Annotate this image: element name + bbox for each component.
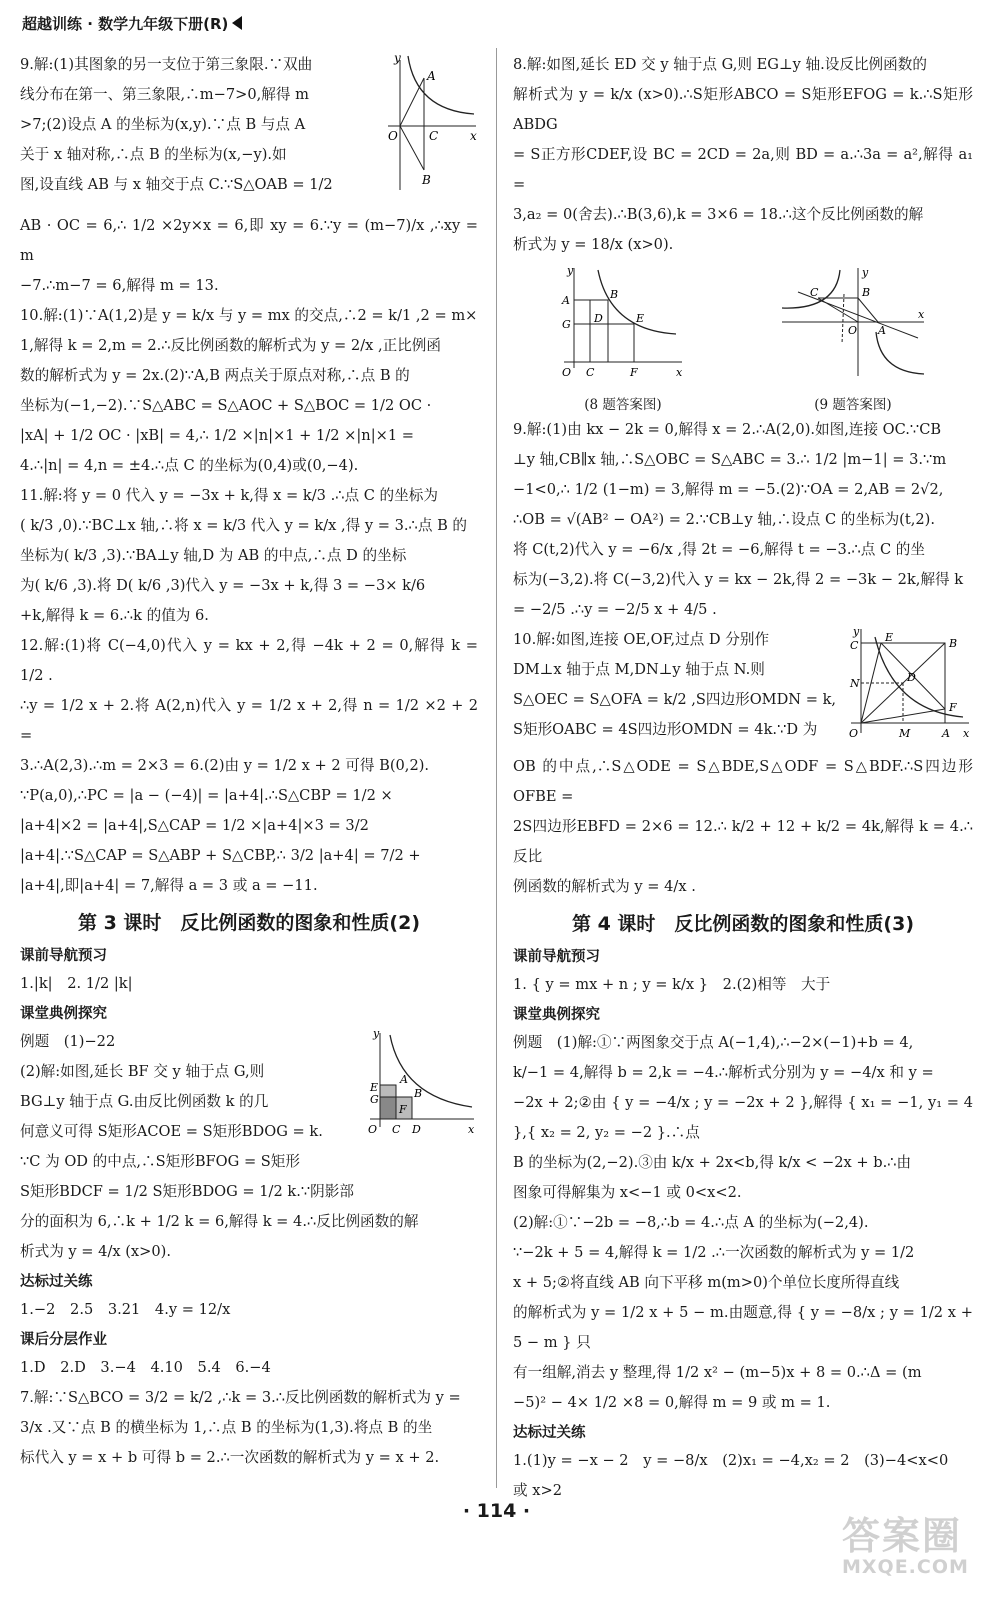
example-line: B 的坐标为(2,−2).③由 k/x + 2x<b,得 k/x < −2x + b.∴由 — [513, 1154, 912, 1171]
subsection-title: 课后分层作业 — [20, 1332, 107, 1348]
q10-line: S△OEC = S△OFA = k/2 ,S四边形OMDN = k, — [513, 691, 837, 708]
right-column — [513, 50, 973, 1506]
example-line: (2)解:如图,延长 BF 交 y 轴于点 G,则 — [20, 1063, 265, 1080]
point-g-label: G — [562, 318, 571, 331]
q9-line: −7.∴m−7 = 6,解得 m = 13. — [20, 277, 219, 294]
q8-line: 解析式为 y = k/x (x>0).∴S矩形ABCO = S矩形EFOG = k.∴S矩形ABDG — [513, 86, 973, 133]
q7-line: 3/x .又∵点 B 的横坐标为 1,∴点 B 的坐标为(1,3).将点 B 的坐 — [20, 1419, 433, 1436]
point-m-label: M — [899, 727, 911, 740]
watermark-logo — [842, 1505, 982, 1595]
example-line: 例题 (1)−22 — [20, 1033, 116, 1050]
q8-line: 8.解:如图,延长 ED 交 y 轴于点 G,则 EG⊥y 轴.设反比例函数的 — [513, 56, 927, 73]
subsection-title: 课前导航预习 — [513, 949, 600, 965]
q10-figure — [845, 625, 973, 752]
q9-line: >7;(2)设点 A 的坐标为(x,y).∵点 B 与点 A — [20, 116, 306, 133]
q12-line: 12.解:(1)将 C(−4,0)代入 y = kx + 2,得 −4k + 2 = 0,解得 k = 1/2 . — [20, 637, 478, 684]
q10-line: |xA| + 1/2 OC · |xB| = 4,∴ 1/2 ×|n|×1 + 1/2 ×|n|×1 = — [20, 427, 414, 444]
pass-answers-line: 1.(1)y = −x − 2 y = −8/x (2)x₁ = −4,x₂ = 2 (3)−4<x<0 — [513, 1452, 949, 1469]
column-divider — [496, 48, 497, 1488]
example-line: −5)² − 4× 1/2 ×8 = 0,解得 m = 9 或 m = 1. — [513, 1394, 831, 1411]
point-c-label: C — [586, 366, 595, 379]
q9-line: = −2/5 .∴y = −2/5 x + 4/5 . — [513, 601, 717, 618]
point-c-label: C — [810, 286, 819, 299]
point-f-label: F — [399, 1103, 407, 1116]
example-figure — [366, 1027, 478, 1207]
q10-line: 10.解:如图,连接 OE,OF,过点 D 分别作 — [513, 631, 770, 648]
q9-line: 9.解:(1)由 kx − 2k = 0,解得 x = 2.∴A(2,0).如图,连接 OC.∵CB — [513, 421, 942, 438]
q10-line: 例函数的解析式为 y = 4/x . — [513, 878, 696, 895]
q10-line: 4.∴|n| = 4,n = ±4.∴点 C 的坐标为(0,4)或(0,−4). — [20, 457, 359, 474]
point-c-label: C — [850, 639, 859, 652]
point-a-label: A — [400, 1073, 408, 1086]
example-line: 例题 (1)解:①∵两图象交于点 A(−1,4),∴−2×(−1)+b = 4, — [513, 1034, 914, 1051]
q9-line: 将 C(t,2)代入 y = −6/x ,得 2t = −6,解得 t = −3.∴点 C 的坐 — [513, 541, 925, 558]
q12-line: ∵P(a,0),∴PC = |a − (−4)| = |a+4|.∴S△CBP = 1/2 × — [20, 787, 393, 804]
pre-answers: 1.|k| 2. 1/2 |k| — [20, 975, 133, 992]
point-f-label: F — [630, 366, 638, 379]
q12-line: |a+4|×2 = |a+4|,S△CAP = 1/2 ×|a+4|×3 = 3/2 — [20, 817, 369, 834]
figure-row-8-9 — [513, 264, 973, 415]
q10-line: 坐标为(−1,−2).∵S△ABC = S△AOC + S△BOC = 1/2 OC · — [20, 397, 432, 414]
example-block — [20, 1027, 478, 1207]
example-line: x + 5;②将直线 AB 向下平移 m(m>0)个单位长度所得直线 — [513, 1274, 900, 1291]
q10-line: S矩形OABC = 4S四边形OMDN = 4k.∵D 为 — [513, 721, 818, 738]
example-line: (2)解:①∵−2b = −8,∴b = 4.∴点 A 的坐标为(−2,4). — [513, 1214, 869, 1231]
axis-y-label: y — [567, 264, 574, 277]
q7-line: 7.解:∵S△BCO = 3/2 = k/2 ,∴k = 3.∴反比例函数的解析式为 y = — [20, 1389, 461, 1406]
point-a-label: A — [427, 69, 436, 83]
q11-line: 11.解:将 y = 0 代入 y = −3x + k,得 x = k/3 .∴点 C 的坐标为 — [20, 487, 438, 504]
subsection-title: 课堂典例探究 — [20, 1006, 107, 1022]
point-b-label: B — [862, 286, 871, 299]
example-line: 析式为 y = 4/x (x>0). — [20, 1243, 172, 1260]
axis-y-label: y — [394, 51, 401, 65]
point-b-label: B — [610, 288, 619, 301]
axis-y-label: y — [373, 1027, 380, 1040]
point-f-label: F — [949, 701, 957, 714]
point-o-label: O — [562, 366, 572, 379]
fig8-caption: (8 题答案图) — [584, 397, 662, 413]
q8-line: 析式为 y = 18/x (x>0). — [513, 236, 674, 253]
q9-line: 标为(−3,2).将 C(−3,2)代入 y = kx − 2k,得 2 = −3k − 2k,解得 k — [513, 571, 964, 588]
subsection-title: 课堂典例探究 — [513, 1007, 600, 1023]
q9-line: 关于 x 轴对称,∴点 B 的坐标为(x,−y).如 — [20, 146, 287, 163]
axis-x-label: x — [963, 727, 970, 740]
point-c-label: C — [392, 1123, 401, 1136]
triangle-marker-icon — [232, 16, 242, 30]
homework-answers: 1.D 2.D 3.−4 4.10 5.4 6.−4 — [20, 1359, 271, 1376]
q11-line: 为( k/6 ,3).将 D( k/6 ,3)代入 y = −3x + k,得 3 = −3× k/6 — [20, 577, 426, 594]
fig9-caption: (9 题答案图) — [814, 397, 892, 413]
subsection-title: 达标过关练 — [513, 1425, 586, 1441]
example-line: 何意义可得 S矩形ACOE = S矩形BDOG = k. — [20, 1123, 323, 1140]
example-line: 有一组解,消去 y 整理,得 1/2 x² − (m−5)x + 8 = 0.∴Δ = (m — [513, 1364, 922, 1381]
axis-y-label: y — [853, 625, 860, 638]
point-o-label: O — [848, 324, 858, 337]
point-a-label: A — [562, 294, 570, 307]
subsection-title: 课前导航预习 — [20, 948, 107, 964]
point-o-label: O — [388, 129, 398, 143]
axis-x-label: x — [918, 308, 925, 321]
q9-block — [20, 50, 478, 211]
q9-line: 9.解:(1)其图象的另一支位于第三象限.∵双曲 — [20, 56, 313, 73]
q9-line: −1<0,∴ 1/2 (1−m) = 3,解得 m = −5.(2)∵OA = 2,AB = 2√2, — [513, 481, 944, 498]
q8-line: 3,a₂ = 0(舍去).∴B(3,6),k = 3×6 = 18.∴这个反比例函数的解 — [513, 206, 924, 223]
example-line: 的解析式为 y = 1/2 x + 5 − m.由题意,得 { y = −8/x ; y = 1/2 x + 5 − m } 只 — [513, 1304, 973, 1351]
section-title-lesson-4: 第 4 课时 反比例函数的图象和性质(3) — [571, 913, 915, 935]
q7-line: 标代入 y = x + b 可得 b = 2.∴一次函数的解析式为 y = x + 2. — [20, 1449, 440, 1466]
point-e-label: E — [370, 1081, 379, 1094]
pass-answers: 1.−2 2.5 3.21 4.y = 12/x — [20, 1301, 231, 1318]
axis-y-label: y — [862, 266, 869, 279]
book-title: 超越训练 · 数学九年级下册(R) — [22, 14, 229, 33]
q9-line: 线分布在第一、第三象限,∴m−7>0,解得 m — [20, 86, 309, 103]
page-header — [22, 10, 971, 36]
example-line: ∵C 为 OD 的中点,∴S矩形BFOG = S矩形 — [20, 1153, 300, 1170]
pass-answers-line: 或 x>2 — [513, 1482, 562, 1499]
q10-line: 2S四边形EBFD = 2×6 = 12.∴ k/2 + 12 + k/2 = 4k,解得 k = 4.∴反比 — [513, 818, 973, 865]
q8-line: = S正方形CDEF,设 BC = 2CD = 2a,则 BD = a.∴3a = a²,解得 a₁ = — [513, 146, 973, 193]
subsection-title: 达标过关练 — [20, 1274, 93, 1290]
example-line: 分的面积为 6,∴k + 1/2 k = 6,解得 k = 4.∴反比例函数的解 — [20, 1213, 419, 1230]
point-o-label: O — [368, 1123, 378, 1136]
q10-line: 1,解得 k = 2,m = 2.∴反比例函数的解析式为 y = 2/x ,正比例函 — [20, 337, 441, 354]
point-n-label: N — [850, 677, 860, 690]
point-b-label: B — [422, 173, 431, 187]
q10-line: OB 的中点,∴S△ODE = S△BDE,S△ODF = S△BDF.∴S四边形OFBE = — [513, 758, 973, 805]
q12-line: |a+4|,即|a+4| = 7,解得 a = 3 或 a = −11. — [20, 877, 318, 894]
point-d-label: D — [412, 1123, 421, 1136]
q10-line: 10.解:(1)∵A(1,2)是 y = k/x 与 y = mx 的交点,∴2 = k/1 ,2 = m× — [20, 307, 478, 324]
q9-line: 图,设直线 AB 与 x 轴交于点 C.∵S△OAB = 1/2 — [20, 176, 333, 193]
point-b-label: B — [949, 637, 958, 650]
point-e-label: E — [636, 312, 645, 325]
example-line: −2x + 2;②由 { y = −4/x ; y = −2x + 2 },解得 { x₁ = −1, y₁ = 4 },{ x₂ = 2, y₂ = −2 }.∴点 — [513, 1094, 973, 1141]
point-d-label: D — [907, 671, 916, 684]
q9-line: ⊥y 轴,CB∥x 轴,∴S△OBC = S△ABC = 3.∴ 1/2 |m−1| = 3.∵m — [513, 451, 947, 468]
axis-x-label: x — [676, 366, 683, 379]
point-a-label: A — [878, 324, 886, 337]
fig8 — [558, 264, 688, 415]
watermark-url: MXQE.COM — [842, 1556, 969, 1578]
q10-line: DM⊥x 轴于点 M,DN⊥y 轴于点 N.则 — [513, 661, 765, 678]
example-line: 图象可得解集为 x<−1 或 0<x<2. — [513, 1184, 742, 1201]
q9-figure — [386, 50, 478, 211]
point-a-label: A — [942, 727, 950, 740]
pre-answers: 1. { y = mx + n ; y = k/x } 2.(2)相等 大于 — [513, 976, 831, 993]
example-line: ∵−2k + 5 = 4,解得 k = 1/2 .∴一次函数的解析式为 y = 1/2 — [513, 1244, 915, 1261]
axis-x-label: x — [468, 1123, 475, 1136]
example-line: S矩形BDCF = 1/2 S矩形BDOG = 1/2 k.∵阴影部 — [20, 1183, 354, 1200]
q12-line: ∴y = 1/2 x + 2.将 A(2,n)代入 y = 1/2 x + 2,得 n = 1/2 ×2 + 2 = — [20, 697, 478, 744]
point-e-label: E — [885, 631, 894, 644]
q10-block — [513, 625, 973, 752]
section-title-lesson-3: 第 3 课时 反比例函数的图象和性质(2) — [77, 912, 421, 934]
point-g-label: G — [370, 1093, 379, 1106]
watermark-text: 答案圈 — [842, 1514, 963, 1558]
q9-line: AB · OC = 6,∴ 1/2 ×2y×x = 6,即 xy = 6.∵y = (m−7)/x ,∴xy = m — [20, 217, 478, 264]
point-d-label: D — [594, 312, 603, 325]
example-line: BG⊥y 轴于点 G.由反比例函数 k 的几 — [20, 1093, 269, 1110]
point-o-label: O — [849, 727, 859, 740]
fig9 — [778, 264, 928, 415]
left-column — [20, 50, 478, 1473]
point-c-label: C — [429, 129, 439, 143]
q11-line: +k,解得 k = 6.∴k 的值为 6. — [20, 607, 209, 624]
page-number: · 114 · — [462, 1500, 531, 1522]
q11-line: 坐标为( k/3 ,3).∵BA⊥y 轴,D 为 AB 的中点,∴点 D 的坐标 — [20, 547, 407, 564]
q9-line: ∴OB = √(AB² − OA²) = 2.∵CB⊥y 轴,∴设点 C 的坐标为(t,2). — [513, 511, 936, 528]
q12-line: 3.∴A(2,3).∴m = 2×3 = 6.(2)由 y = 1/2 x + 2 可得 B(0,2). — [20, 757, 430, 774]
axis-x-label: x — [470, 129, 477, 143]
q11-line: ( k/3 ,0).∵BC⊥x 轴,∴将 x = k/3 代入 y = k/x ,得 y = 3.∴点 B 的 — [20, 517, 468, 534]
example-line: k/−1 = 4,解得 b = 2,k = −4.∴解析式分别为 y = −4/x 和 y = — [513, 1064, 934, 1081]
point-b-label: B — [414, 1087, 423, 1100]
q10-line: 数的解析式为 y = 2x.(2)∵A,B 两点关于原点对称,∴点 B 的 — [20, 367, 410, 384]
q12-line: |a+4|.∵S△CAP = S△ABP + S△CBP,∴ 3/2 |a+4| = 7/2 + — [20, 847, 421, 864]
